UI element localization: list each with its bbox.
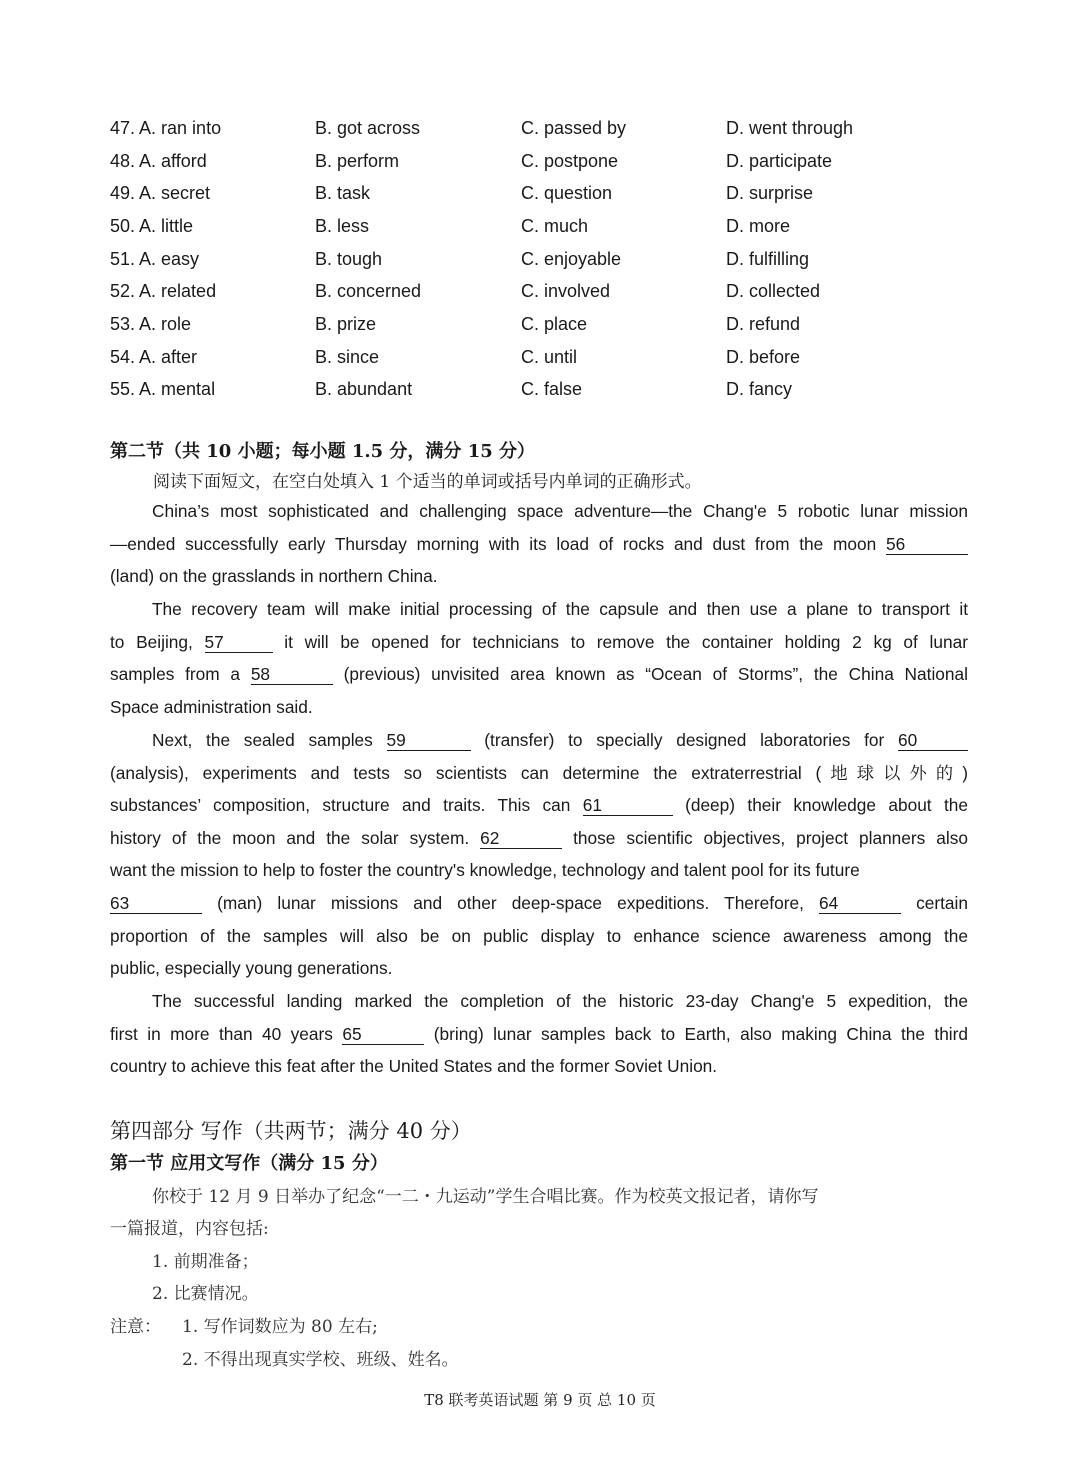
option-d: D. fulfilling [726, 248, 810, 269]
option-c: C. involved [521, 281, 611, 302]
option-c: C. passed by [521, 117, 627, 138]
note-label: 注意： [110, 1317, 161, 1337]
option-b: B. tough [315, 248, 383, 269]
option-question: 55. A. mental [110, 379, 216, 400]
note-item: 1. 写作词数应为 80 左右; [182, 1317, 378, 1337]
passage-line: first in more than 40 years 65 (bring) lunar samples back to Earth, also making China the third [110, 1024, 969, 1044]
option-c: C. postpone [521, 150, 619, 171]
blank-56: 56 [886, 534, 968, 555]
part-4-title: 第四部分 写作（共两节；满分 40 分） [110, 1119, 472, 1143]
task-item: 1. 前期准备； [152, 1252, 259, 1272]
option-question: 51. A. easy [110, 248, 200, 269]
blank-58: 58 [251, 664, 333, 685]
option-row [110, 308, 990, 341]
option-row [110, 341, 990, 374]
passage-line: The recovery team will make initial processing of the capsule and then use a plane to transport it [152, 599, 968, 619]
option-row [110, 112, 990, 145]
option-row [110, 374, 990, 407]
option-d: D. before [726, 346, 801, 367]
passage-line: Space administration said. [110, 697, 313, 717]
option-question: 50. A. little [110, 215, 194, 236]
blank-60: 60 [898, 730, 968, 751]
passage-line: (land) on the grasslands in northern China. [110, 566, 438, 586]
option-question: 47. A. ran into [110, 117, 222, 138]
passage-line: history of the moon and the solar system. 62 those scientific objectives, project planners also [110, 828, 968, 848]
note-item: 2. 不得出现真实学校、班级、姓名。 [182, 1350, 459, 1370]
blank-65: 65 [342, 1024, 424, 1045]
passage-line: The successful landing marked the completion of the historic 23-day Chang'e 5 expedition, the [152, 991, 968, 1011]
passage-line: country to achieve this feat after the United States and the former Soviet Union. [110, 1056, 718, 1076]
option-c: C. question [521, 183, 613, 204]
task-description: 你校于 12 月 9 日举办了纪念“一二・九运动”学生合唱比赛。作为校英文报记者，请你写 [152, 1187, 819, 1207]
option-row [110, 243, 990, 276]
option-b: B. got across [315, 117, 421, 138]
option-d: D. refund [726, 313, 801, 334]
option-c: C. place [521, 313, 588, 334]
blank-63: 63 [110, 893, 202, 914]
blank-57: 57 [205, 632, 273, 653]
option-c: C. enjoyable [521, 248, 622, 269]
passage-line: —ended successfully early Thursday morning with its load of rocks and dust from the moon 56 [110, 532, 968, 556]
task-description: 一篇报道，内容包括: [110, 1219, 269, 1239]
section-2-heading: 第二节（共 10 小题；每小题 1.5 分，满分 15 分） [110, 441, 536, 462]
passage-line: Next, the sealed samples 59 (transfer) to specially designed laboratories for 60 [152, 728, 968, 752]
passage-line: want the mission to help to foster the country's knowledge, technology and talent pool for its future [110, 860, 860, 880]
option-c: C. until [521, 346, 578, 367]
blank-61: 61 [583, 795, 673, 816]
option-d: D. went through [726, 117, 854, 138]
option-question: 54. A. after [110, 346, 198, 367]
option-question: 49. A. secret [110, 183, 211, 204]
option-question: 52. A. related [110, 281, 217, 302]
blank-64: 64 [819, 893, 901, 914]
passage-line: 63 (man) lunar missions and other deep-space expeditions. Therefore, 64 certain [110, 893, 968, 913]
option-b: B. prize [315, 313, 377, 334]
option-d: D. collected [726, 281, 821, 302]
passage-line: (analysis), experiments and tests so scientists can determine the extraterrestrial (地球以外的) [110, 763, 968, 783]
page-footer: T8 联考英语试题 第 9 页 总 10 页 [424, 1391, 656, 1409]
passage-line: public, especially young generations. [110, 958, 393, 978]
option-b: B. abundant [315, 379, 413, 400]
option-question: 53. A. role [110, 313, 192, 334]
passage-line: to Beijing, 57 it will be opened for technicians to remove the container holding 2 kg of lunar [110, 632, 968, 652]
option-question: 48. A. afford [110, 150, 207, 171]
passage-line: China’s most sophisticated and challenging space adventure—the Chang'e 5 robotic lunar mission [152, 501, 968, 521]
option-row [110, 210, 990, 243]
task-item: 2. 比赛情况。 [152, 1284, 259, 1304]
option-d: D. fancy [726, 379, 793, 400]
option-b: B. task [315, 183, 371, 204]
option-c: C. false [521, 379, 583, 400]
passage-line: proportion of the samples will also be on public display to enhance science awareness among the [110, 926, 968, 946]
option-b: B. concerned [315, 281, 422, 302]
option-row [110, 145, 990, 178]
blank-62: 62 [480, 828, 562, 849]
option-b: B. since [315, 346, 380, 367]
option-row [110, 275, 990, 308]
blank-59: 59 [387, 730, 471, 751]
passage-line: substances’ composition, structure and traits. This can 61 (deep) their knowledge about the [110, 795, 968, 815]
passage-line: samples from a 58 (previous) unvisited area known as “Ocean of Storms”, the China National [110, 664, 968, 684]
section-2-instruction: 阅读下面短文，在空白处填入 1 个适当的单词或括号内单词的正确形式。 [153, 472, 702, 492]
option-d: D. surprise [726, 183, 814, 204]
part-4-subtitle: 第一节 应用文写作（满分 15 分） [110, 1153, 388, 1174]
options-table [110, 112, 990, 406]
option-row [110, 177, 990, 210]
option-b: B. less [315, 215, 370, 236]
option-d: D. participate [726, 150, 833, 171]
option-d: D. more [726, 215, 791, 236]
option-b: B. perform [315, 150, 400, 171]
option-c: C. much [521, 215, 589, 236]
